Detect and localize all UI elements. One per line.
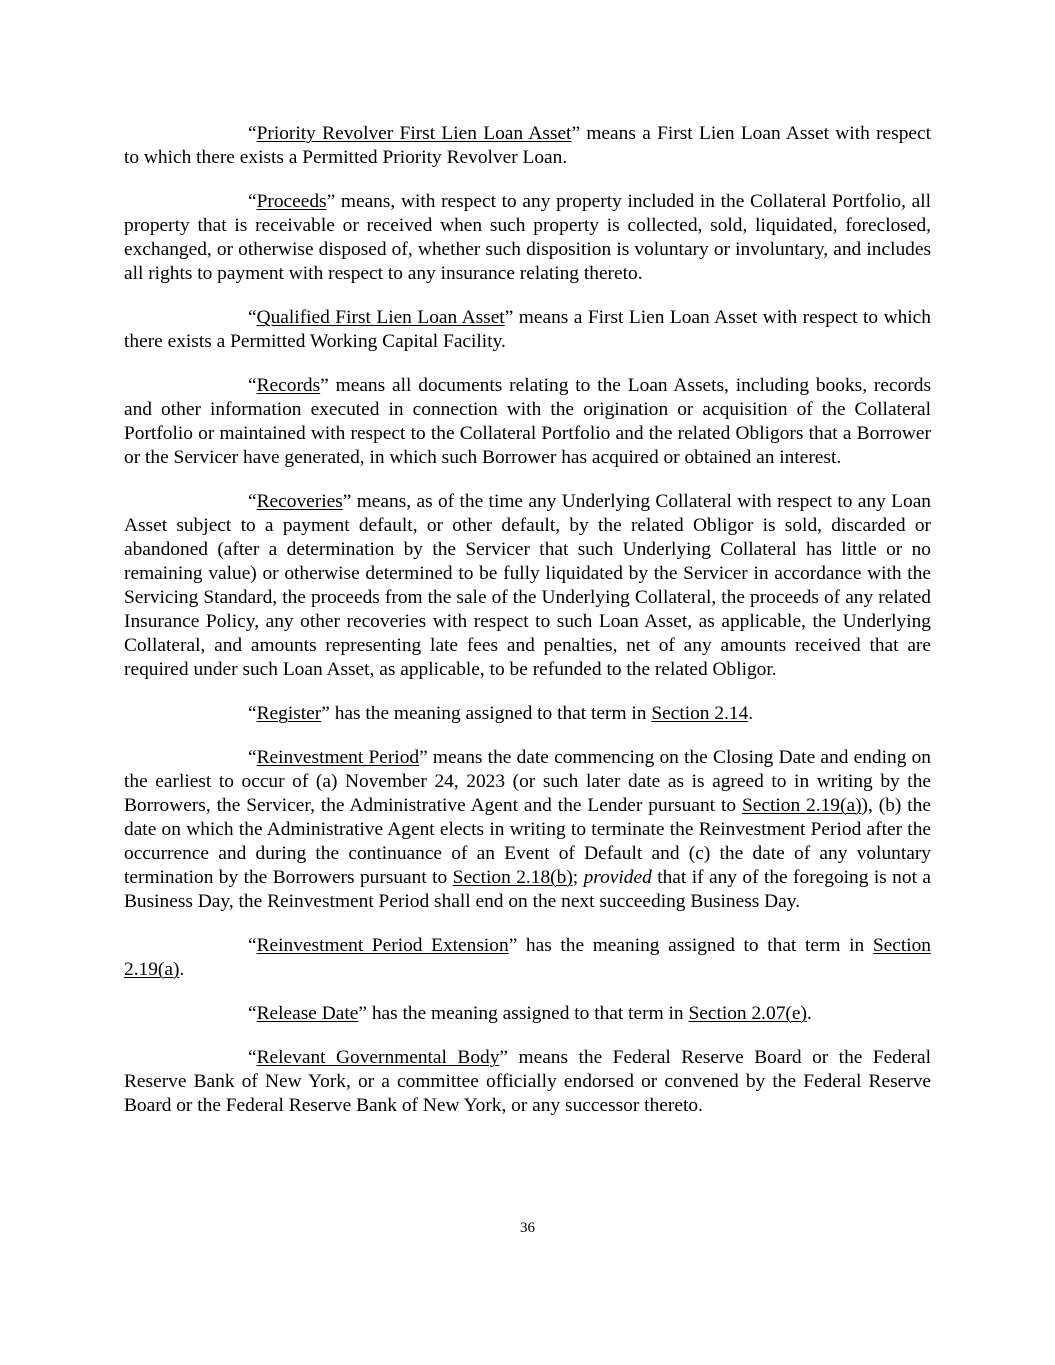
- definition-priority-revolver-first-lien-loan-asset: [124, 122, 931, 170]
- definition-proceeds: [124, 190, 931, 286]
- definition-reinvestment-period: [124, 746, 931, 914]
- section-reference: Section 2.19(a): [741, 795, 862, 816]
- definition-recoveries: [124, 490, 931, 682]
- body-text: ” has the meaning assigned to that term in: [358, 1003, 689, 1024]
- defined-term: Reinvestment Period: [256, 747, 420, 768]
- document-page: [124, 122, 931, 1138]
- definition-register: [124, 702, 931, 726]
- defined-term: Recoveries: [256, 491, 343, 512]
- section-reference: Section 2.14: [651, 703, 749, 724]
- definition-qualified-first-lien-loan-asset: [124, 306, 931, 354]
- body-text: “: [248, 703, 257, 724]
- page-number: 36: [520, 1220, 535, 1236]
- body-text: “: [248, 375, 257, 396]
- defined-term: Relevant Governmental Body: [256, 1047, 500, 1068]
- definition-relevant-governmental-body: [124, 1046, 931, 1118]
- body-text: ” means a First Lien Loan Asset with respect to which there exists a Permitted Priority Revolver Loan.: [124, 123, 931, 168]
- defined-term: Qualified First Lien Loan Asset: [256, 307, 505, 328]
- body-text: “: [248, 1003, 257, 1024]
- emphasis-text: provided: [583, 867, 652, 888]
- body-text: “: [248, 123, 257, 144]
- defined-term: Priority Revolver First Lien Loan Asset: [256, 123, 572, 144]
- section-reference: Section 2.07(e): [688, 1003, 807, 1024]
- body-text: “: [248, 307, 257, 328]
- body-text: ;: [572, 867, 584, 888]
- body-text: .: [806, 1003, 812, 1024]
- section-reference: Section 2.19(a): [124, 935, 931, 980]
- defined-term: Records: [256, 375, 321, 396]
- section-reference: Section 2.18(b): [452, 867, 573, 888]
- body-text: “: [248, 491, 257, 512]
- body-text: “: [248, 1047, 257, 1068]
- body-text: ” means the Federal Reserve Board or the Federal Reserve Bank of New York, or a committee officially endorsed or convened by the Federal Reserve Board or the Federal Reserve Bank of New York, or any successor thereto.: [124, 1047, 931, 1116]
- defined-term: Register: [256, 703, 322, 724]
- definition-reinvestment-period-extension: [124, 934, 931, 982]
- body-text: “: [248, 747, 257, 768]
- body-text: .: [748, 703, 754, 724]
- body-text: .: [179, 959, 185, 980]
- defined-term: Reinvestment Period Extension: [256, 935, 509, 956]
- body-text: that if any of the foregoing is not a Business Day, the Reinvestment Period shall end on the next succeeding Business Day.: [124, 867, 931, 912]
- body-text: ” has the meaning assigned to that term in: [508, 935, 873, 956]
- body-text: “: [248, 191, 257, 212]
- defined-term: Proceeds: [256, 191, 327, 212]
- body-text: ” means the date commencing on the Closing Date and ending on the earliest to occur of (a) November 24, 2023 (or such later date as is agreed to in writing by the Borrowers, the Servicer, the Administrative Agent and the Lender pursuant to: [124, 747, 931, 816]
- body-text: ” means, as of the time any Underlying Collateral with respect to any Loan Asset subject to a payment default, or other default, by the related Obligor is sold, discarded or abandoned (after a determination by the Servicer that such Underlying Collateral has little or no remaining value) or otherwise determined to be fully liquidated by the Servicer in accordance with the Servicing Standard, the proceeds from the sale of the Underlying Collateral, the proceeds of any related Insurance Policy, any other recoveries with respect to such Loan Asset, as applicable, the Underlying Collateral, and amounts representing late fees and penalties, net of any amounts received that are required under such Loan Asset, as applicable, to be refunded to the related Obligor.: [124, 491, 931, 680]
- body-text: ” means all documents relating to the Loan Assets, including books, records and other information executed in connection with the origination or acquisition of the Collateral Portfolio or maintained with respect to the Collateral Portfolio and the related Obligors that a Borrower or the Servicer have generated, in which such Borrower has acquired or obtained an interest.: [124, 375, 931, 468]
- body-text: ” means, with respect to any property included in the Collateral Portfolio, all property that is receivable or received when such property is collected, sold, liquidated, foreclosed, exchanged, or otherwise disposed of, whether such disposition is voluntary or involuntary, and includes all rights to payment with respect to any insurance relating thereto.: [124, 191, 931, 284]
- definition-records: [124, 374, 931, 470]
- defined-term: Release Date: [256, 1003, 359, 1024]
- body-text: ), (b) the date on which the Administrative Agent elects in writing to terminate the Reinvestment Period after the occurrence and during the continuance of an Event of Default and (c) the date of any voluntary termination by the Borrowers pursuant to: [124, 795, 931, 888]
- definition-release-date: [124, 1002, 931, 1026]
- body-text: “: [248, 935, 257, 956]
- body-text: ” has the meaning assigned to that term in: [321, 703, 652, 724]
- body-text: ” means a First Lien Loan Asset with respect to which there exists a Permitted Working Capital Facility.: [124, 307, 931, 352]
